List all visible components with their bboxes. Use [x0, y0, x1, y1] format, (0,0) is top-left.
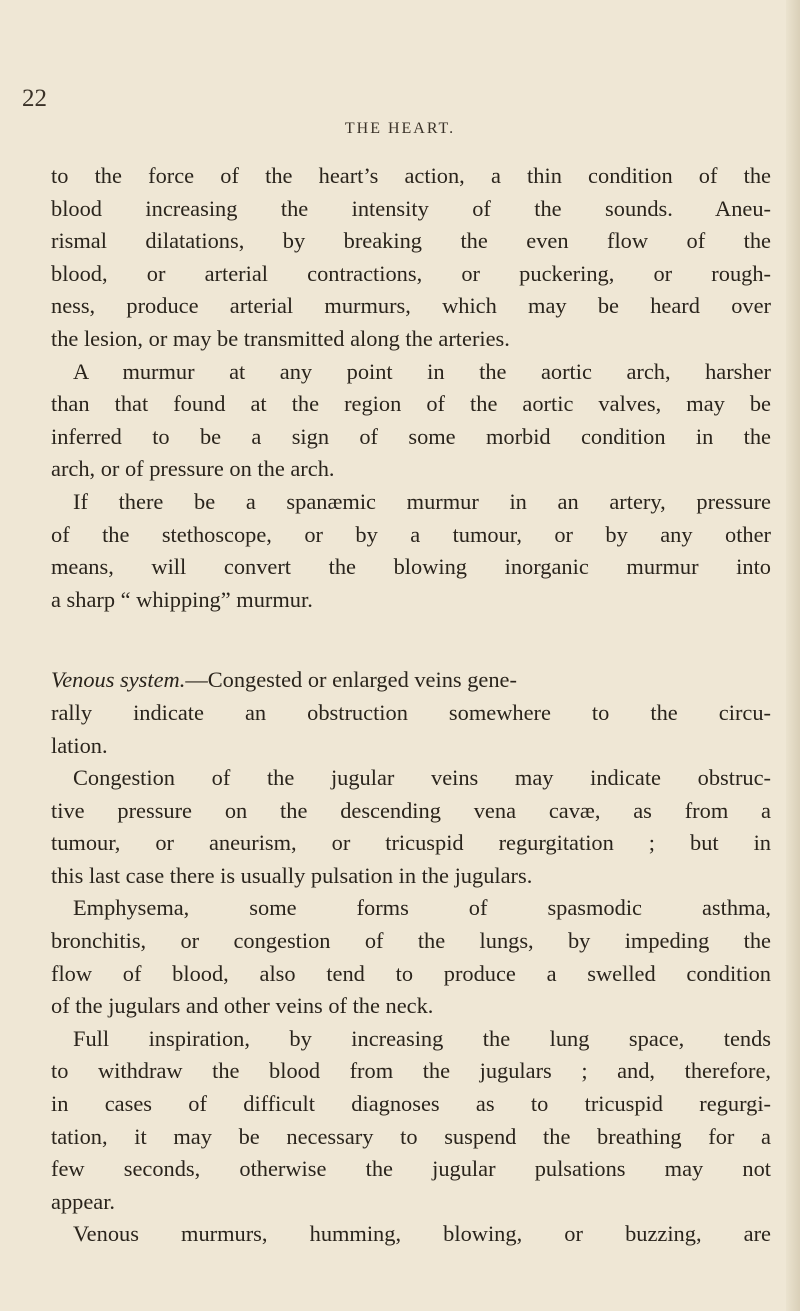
- page-number: 22: [22, 85, 47, 112]
- text-line: means, will convert the blowing inorganic murmur into: [51, 554, 771, 580]
- text-line: the lesion, or may be transmitted along the arteries.: [51, 325, 510, 351]
- body-text: [51, 160, 771, 1251]
- text-line: a sharp “ whipping” murmur.: [51, 586, 313, 612]
- text-line: tation, it may be necessary to suspend the breathing for a: [51, 1123, 771, 1149]
- text-line: ness, produce arterial murmurs, which may be heard over: [51, 293, 771, 319]
- text-line: rally indicate an obstruction somewhere to the circu-: [51, 699, 771, 725]
- text-line: blood increasing the intensity of the sounds. Aneu-: [51, 195, 771, 221]
- text-line: appear.: [51, 1188, 116, 1214]
- text-line: tive pressure on the descending vena cavæ, as from a: [51, 797, 771, 823]
- text-line: Emphysema, some forms of spasmodic asthma,: [73, 895, 771, 921]
- text-line: blood, or arterial contractions, or puckering, or rough-: [51, 260, 771, 286]
- text-line: few seconds, otherwise the jugular pulsations may not: [51, 1156, 771, 1182]
- text-line: in cases of difficult diagnoses as to tricuspid regurgi-: [51, 1091, 771, 1117]
- text-line: to the force of the heart’s action, a thin condition of the: [51, 163, 771, 188]
- text-line: A murmur at any point in the aortic arch, harsher: [73, 358, 771, 384]
- text-line: this last case there is usually pulsation in the jugulars.: [51, 862, 533, 888]
- text-line: than that found at the region of the aortic valves, may be: [51, 391, 771, 417]
- text-line: Venous murmurs, humming, blowing, or buzzing, are: [73, 1221, 771, 1247]
- text-line: bronchitis, or congestion of the lungs, by impeding the: [51, 928, 771, 954]
- text-line: Full inspiration, by increasing the lung space, tends: [73, 1025, 771, 1051]
- running-title: THE HEART.: [344, 120, 456, 137]
- text-line: [51, 664, 771, 697]
- text-line: If there be a spanæmic murmur in an artery, pressure: [73, 488, 771, 514]
- text-line: of the stethoscope, or by a tumour, or by any other: [51, 521, 771, 547]
- text-line: inferred to be a sign of some morbid condition in the: [51, 423, 771, 449]
- text-line: to withdraw the blood from the jugulars ; and, therefore,: [51, 1058, 771, 1084]
- text-line: of the jugulars and other veins of the neck.: [51, 993, 434, 1019]
- text-line: arch, or of pressure on the arch.: [51, 456, 335, 482]
- text-line-continuation: —Congested or enlarged veins gene-: [185, 667, 517, 693]
- section-heading-venous-system: Venous system.: [51, 667, 186, 693]
- text-line: flow of blood, also tend to produce a swelled condition: [51, 960, 771, 986]
- text-line: Congestion of the jugular veins may indicate obstruc-: [73, 765, 771, 791]
- section-gap: [51, 616, 771, 664]
- text-line: tumour, or aneurism, or tricuspid regurgitation ; but in: [51, 830, 771, 856]
- text-line: lation.: [51, 732, 108, 758]
- text-line: rismal dilatations, by breaking the even flow of the: [51, 228, 771, 254]
- page-edge-shadow: [786, 0, 800, 1311]
